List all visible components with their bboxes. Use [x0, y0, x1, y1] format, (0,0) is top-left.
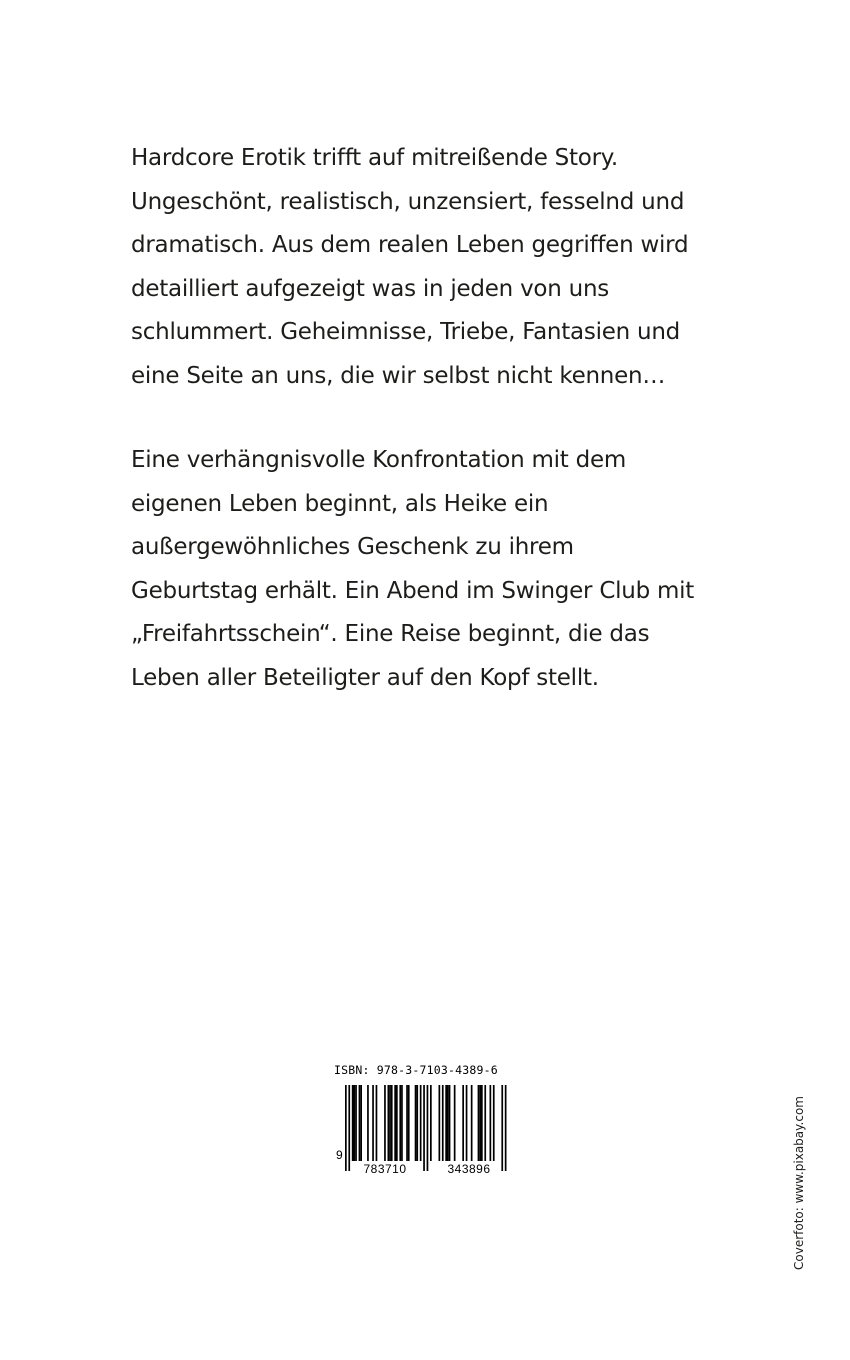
blurb-line: eine Seite an uns, die wir selbst nicht kennen… — [131, 362, 666, 389]
barcode-bar — [406, 1085, 408, 1161]
blurb-line: außergewöhnliches Geschenk zu ihrem — [131, 534, 574, 560]
blurb-line: Hardcore Erotik trifft auf mitreißende Story. — [131, 145, 618, 171]
cover-photo-credit: Coverfoto: www.pixabay.com — [792, 1096, 806, 1270]
barcode-bar — [388, 1085, 390, 1161]
barcode-bar — [481, 1085, 483, 1161]
barcode-bar — [394, 1085, 396, 1161]
barcode-bar — [466, 1085, 468, 1161]
barcode-bar — [360, 1085, 362, 1161]
blurb-line: eigenen Leben beginnt, als Heike ein — [131, 490, 549, 517]
barcode-bar — [484, 1085, 486, 1161]
barcode-bar — [490, 1085, 492, 1161]
blurb-line: detailliert aufgezeigt was in jeden von uns — [131, 275, 610, 302]
barcode-bar — [478, 1085, 480, 1161]
barcode-bar — [415, 1085, 417, 1161]
barcode-bar — [445, 1085, 447, 1161]
barcode-bar — [462, 1085, 464, 1161]
barcode-bar — [348, 1085, 350, 1171]
barcode-bar — [384, 1085, 386, 1161]
barcode-bars — [345, 1085, 507, 1171]
blurb-line: dramatisch. Aus dem realen Leben gegriffen wird — [131, 232, 689, 258]
barcode-bar — [493, 1085, 495, 1161]
barcode-bar — [352, 1085, 354, 1161]
blurb-paragraph-1 — [131, 137, 781, 398]
barcode-bar — [501, 1085, 503, 1171]
barcode-bar — [423, 1085, 425, 1171]
barcode-bar — [408, 1085, 410, 1161]
blurb-line: „Freifahrtsschein“. Eine Reise beginnt, die das — [131, 621, 650, 647]
barcode-bar — [430, 1085, 432, 1161]
barcode-bar — [376, 1085, 378, 1161]
barcode-bar — [447, 1085, 449, 1161]
isbn-label: ISBN: 978-3-7103-4389-6 — [334, 1063, 498, 1077]
isbn-barcode — [336, 1085, 516, 1177]
blurb-line: schlummert. Geheimnisse, Triebe, Fantasien und — [131, 319, 681, 345]
barcode-bar — [420, 1085, 422, 1161]
blurb-line: Geburtstag erhält. Ein Abend im Swinger Club mit — [131, 577, 695, 604]
barcode-bar — [345, 1085, 347, 1171]
blurb-line: Ungeschönt, realistisch, unzensiert, fesselnd und — [131, 188, 685, 215]
barcode-bar — [442, 1085, 444, 1161]
barcode-bar — [367, 1085, 369, 1161]
barcode-bar — [399, 1085, 401, 1161]
barcode-bar — [355, 1085, 357, 1161]
barcode-bar — [396, 1085, 398, 1161]
barcode-bar — [401, 1085, 403, 1161]
barcode-bar — [359, 1085, 361, 1161]
barcode-bar — [354, 1085, 356, 1161]
barcode-bar — [427, 1085, 429, 1171]
barcode-bar — [439, 1085, 441, 1161]
barcode-bar — [389, 1085, 391, 1161]
barcode-bar — [391, 1085, 393, 1161]
barcode-bar — [372, 1085, 374, 1161]
blurb-line: Eine verhängnisvolle Konfrontation mit dem — [131, 447, 627, 473]
barcode-bar — [479, 1085, 481, 1161]
barcode-bar — [416, 1085, 418, 1161]
barcode-digits-right: 343896 — [447, 1162, 491, 1176]
blurb-paragraph-2 — [131, 439, 781, 700]
barcode-bar — [505, 1085, 507, 1171]
barcode-bar — [454, 1085, 456, 1161]
barcode-digit-first: 9 — [336, 1148, 343, 1162]
barcode-digits-left: 783710 — [363, 1162, 407, 1176]
blurb-line: Leben aller Beteiligter auf den Kopf stellt. — [131, 664, 599, 691]
barcode-bar — [471, 1085, 473, 1161]
barcode-bar — [449, 1085, 451, 1161]
